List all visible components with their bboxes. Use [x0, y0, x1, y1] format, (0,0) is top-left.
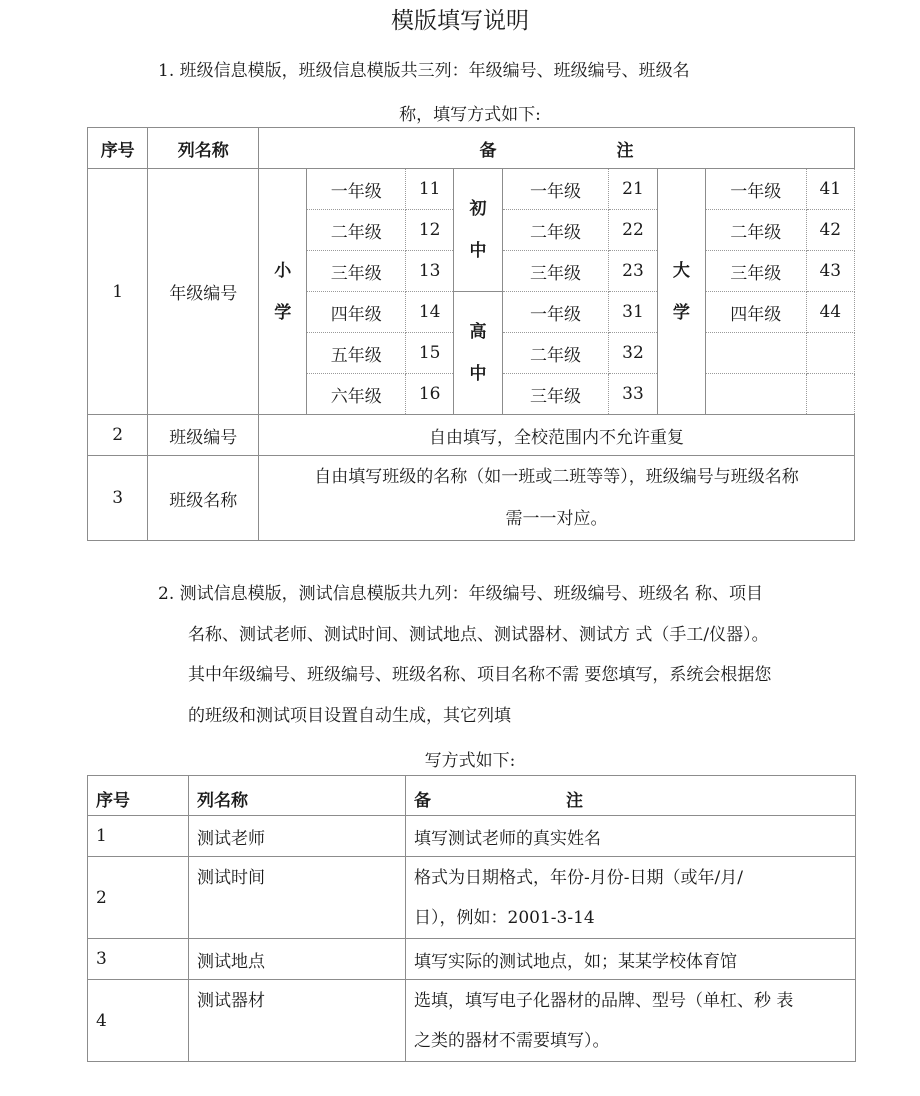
junior-code-2: 22 — [609, 210, 657, 251]
university-grade-2: 二年级 — [705, 210, 806, 251]
header-note-b: 注 — [616, 140, 634, 161]
table-row — [88, 456, 855, 541]
primary-code-4: 14 — [406, 292, 454, 333]
test-row2-note-line1: 格式为日期格式，年份-月份-日期（或年/月/ — [414, 867, 743, 888]
primary-code-2: 12 — [406, 210, 454, 251]
senior-grade-2: 二年级 — [502, 333, 609, 374]
test-row4-seq: 4 — [88, 980, 189, 1062]
university-code-3: 43 — [806, 251, 854, 292]
table-row — [88, 169, 855, 210]
junior-label-1: 初 — [469, 199, 487, 219]
test-row3-seq: 3 — [88, 939, 189, 980]
row2-note: 自由填写，全校范围内不允许重复 — [259, 415, 855, 456]
senior-grade-1: 一年级 — [502, 292, 609, 333]
university-grade-4: 四年级 — [705, 292, 806, 333]
table-row — [88, 857, 856, 939]
primary-code-6: 16 — [406, 374, 454, 415]
section1-intro: 1. 班级信息模版，班级信息模版共三列：年级编号、班级编号、班级名 — [158, 61, 690, 81]
row3-note-line1: 自由填写班级的名称（如一班或二班等等），班级编号与班级名称 — [314, 467, 799, 487]
university-label-2: 学 — [672, 302, 690, 323]
header-seq: 序号 — [88, 128, 148, 169]
row1-name: 年级编号 — [148, 169, 259, 415]
primary-grade-3: 三年级 — [307, 251, 406, 292]
test-row1-seq: 1 — [88, 816, 189, 857]
header-note-b: 注 — [566, 791, 583, 811]
university-grade-1: 一年级 — [705, 169, 806, 210]
senior-code-3: 33 — [609, 374, 657, 415]
university-code-1: 41 — [806, 169, 854, 210]
test-row4-note — [406, 980, 856, 1062]
table-header-row — [88, 128, 855, 169]
section2-intro — [158, 574, 858, 736]
senior-label-1: 高 — [469, 322, 487, 342]
university-label-1: 大 — [672, 260, 690, 281]
row2-name: 班级编号 — [148, 415, 259, 456]
class-template-table — [87, 127, 855, 541]
page-title: 模版填写说明 — [391, 8, 529, 34]
test-row4-name: 测试器材 — [189, 980, 406, 1062]
university-grade-3: 三年级 — [705, 251, 806, 292]
test-row2-note-line2: 日），例如：2001-3-14 — [414, 907, 595, 928]
primary-grade-2: 二年级 — [307, 210, 406, 251]
section2-intro-line4: 的班级和测试项目设置自动生成，其它列填 — [188, 705, 511, 726]
junior-label — [454, 169, 502, 292]
section2-intro-line1: 2. 测试信息模版，测试信息模版共九列：年级编号、班级编号、班级名 称、项目 — [158, 584, 764, 604]
university-code-4: 44 — [806, 292, 854, 333]
junior-grade-1: 一年级 — [502, 169, 609, 210]
row2-seq: 2 — [88, 415, 148, 456]
table-row — [88, 980, 856, 1062]
header-note — [259, 128, 855, 169]
row1-seq: 1 — [88, 169, 148, 415]
primary-grade-6: 六年级 — [307, 374, 406, 415]
table-row — [88, 816, 856, 857]
university-empty-cell — [705, 333, 806, 374]
primary-label-2: 学 — [274, 302, 292, 323]
header-note-a: 备 — [479, 140, 497, 161]
test-row3-name: 测试地点 — [189, 939, 406, 980]
table-header-row — [88, 776, 856, 816]
row3-name: 班级名称 — [148, 456, 259, 541]
university-empty-cell — [705, 374, 806, 415]
primary-label-1: 小 — [274, 260, 292, 281]
primary-code-1: 11 — [406, 169, 454, 210]
test-row3-note: 填写实际的测试地点，如；某某学校体育馆 — [406, 939, 856, 980]
header-note — [406, 776, 856, 816]
header-colname: 列名称 — [189, 776, 406, 816]
primary-code-3: 13 — [406, 251, 454, 292]
test-row1-note: 填写测试老师的真实姓名 — [406, 816, 856, 857]
primary-grade-4: 四年级 — [307, 292, 406, 333]
section2-intro-line2: 名称、测试老师、测试时间、测试地点、测试器材、测试方 式（手工/仪器）。 — [188, 624, 769, 645]
junior-grade-3: 三年级 — [502, 251, 609, 292]
row3-seq: 3 — [88, 456, 148, 541]
junior-label-2: 中 — [469, 241, 487, 261]
senior-code-1: 31 — [609, 292, 657, 333]
header-note-a: 备 — [414, 791, 431, 811]
junior-code-3: 23 — [609, 251, 657, 292]
section2-intro-line3: 其中年级编号、班级编号、班级名称、项目名称不需 要您填写，系统会根据您 — [188, 665, 772, 685]
senior-code-2: 32 — [609, 333, 657, 374]
table-row — [88, 939, 856, 980]
test-row4-note-line2: 之类的器材不需要填写）。 — [414, 1030, 610, 1051]
senior-label — [454, 292, 502, 415]
primary-grade-5: 五年级 — [307, 333, 406, 374]
header-colname: 列名称 — [148, 128, 259, 169]
test-row2-name: 测试时间 — [189, 857, 406, 939]
primary-code-5: 15 — [406, 333, 454, 374]
table-row — [88, 415, 855, 456]
row3-note-line2: 需一一对应。 — [505, 509, 608, 529]
primary-grade-1: 一年级 — [307, 169, 406, 210]
senior-label-2: 中 — [469, 364, 487, 384]
junior-code-1: 21 — [609, 169, 657, 210]
row3-note — [259, 456, 855, 541]
primary-label — [259, 169, 307, 415]
test-row2-seq: 2 — [88, 857, 189, 939]
university-label — [657, 169, 705, 415]
test-template-table — [87, 775, 856, 1062]
section2-intro-tail: 写方式如下: — [424, 751, 516, 771]
test-row4-note-line1: 选填，填写电子化器材的品牌、型号（单杠、秒 表 — [414, 990, 794, 1011]
header-seq: 序号 — [88, 776, 189, 816]
university-empty-cell — [806, 374, 854, 415]
junior-grade-2: 二年级 — [502, 210, 609, 251]
senior-grade-3: 三年级 — [502, 374, 609, 415]
university-code-2: 42 — [806, 210, 854, 251]
university-empty-cell — [806, 333, 854, 374]
section1-intro-cont: 称，填写方式如下: — [399, 105, 541, 125]
test-row2-note — [406, 857, 856, 939]
test-row1-name: 测试老师 — [189, 816, 406, 857]
